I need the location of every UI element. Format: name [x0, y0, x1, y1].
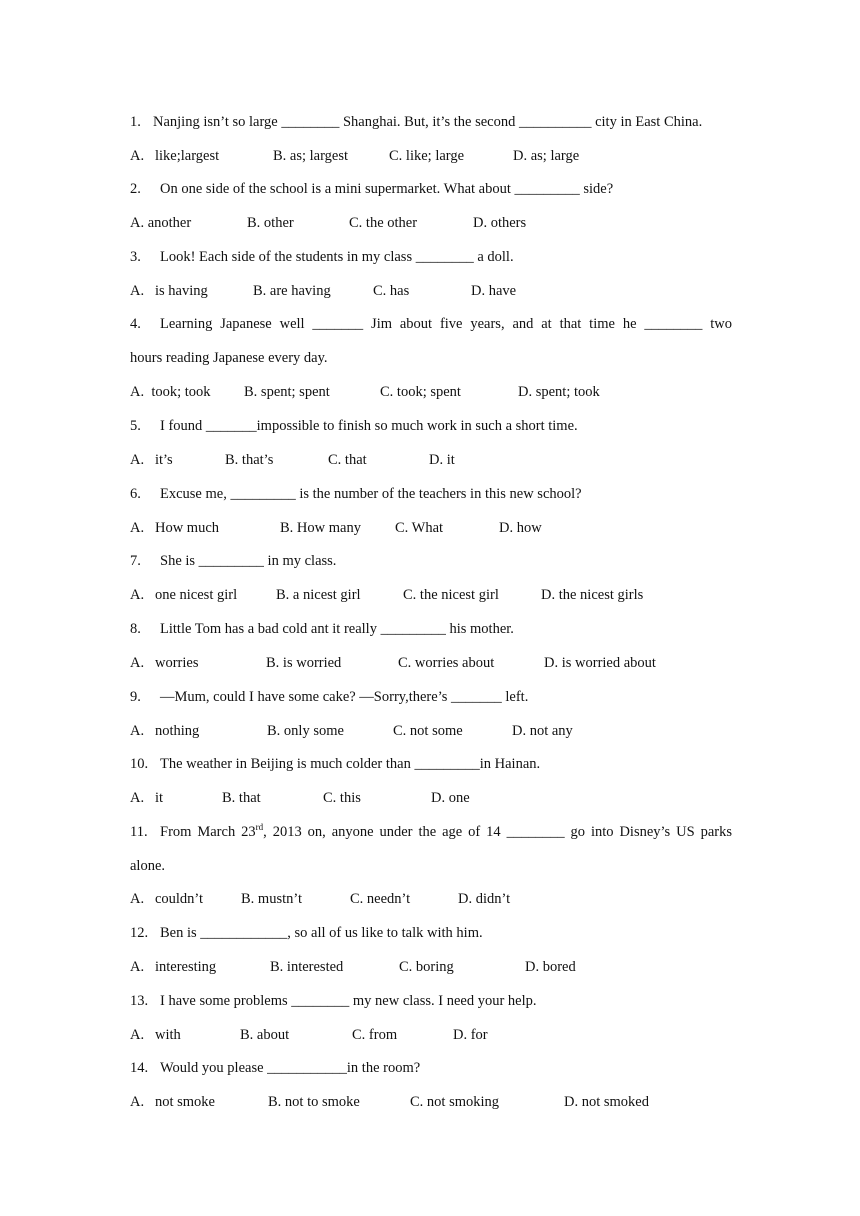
option-a: A. nothing	[130, 723, 200, 739]
option-d: D. is worried about	[544, 655, 656, 671]
option-b: B. only some	[267, 723, 344, 739]
option-d: D. one	[431, 790, 470, 806]
option-a: A. one nicest girl	[130, 587, 238, 603]
option-d: D. not smoked	[564, 1094, 649, 1110]
option-a: A. like;largest	[130, 148, 220, 164]
option-a: A. it’s	[130, 452, 173, 468]
question-stem: Little Tom has a bad cold ant it really _________ his mother.	[160, 621, 514, 637]
option-d: D. as; large	[513, 148, 580, 164]
question-11-continued	[130, 857, 732, 875]
option-a: A. with	[130, 1027, 181, 1043]
option-d: D. for	[453, 1027, 488, 1043]
option-d: D. bored	[525, 959, 576, 975]
question-number: 2.	[130, 181, 141, 197]
option-a: A. interesting	[130, 959, 217, 975]
option-c: C. the other	[349, 215, 418, 231]
question-12	[130, 924, 732, 942]
question-stem: Learning Japanese well _______ Jim about five years, and at that time he ________ two	[160, 316, 732, 332]
question-number: 6.	[130, 486, 141, 502]
question-2	[130, 180, 732, 198]
option-c: C. has	[373, 283, 410, 299]
question-6	[130, 485, 732, 503]
option-a: A. couldn’t	[130, 891, 204, 907]
option-b: B. a nicest girl	[276, 587, 361, 603]
option-b: B. interested	[270, 959, 344, 975]
question-11	[130, 823, 732, 841]
option-b: B. are having	[253, 283, 331, 299]
question-number: 7.	[130, 553, 141, 569]
question-stem: Ben is ____________, so all of us like to talk with him.	[160, 925, 483, 941]
option-c: C. took; spent	[380, 384, 461, 400]
option-a: A. worries	[130, 655, 199, 671]
question-5	[130, 417, 732, 435]
option-d: D. the nicest girls	[541, 587, 644, 603]
question-3	[130, 248, 732, 266]
option-c: C. needn’t	[350, 891, 411, 907]
option-a: A. it	[130, 790, 164, 806]
option-a: A. is having	[130, 283, 208, 299]
option-a: A. took; took	[130, 384, 211, 400]
question-10	[130, 755, 732, 773]
question-number: 14.	[130, 1060, 149, 1076]
option-b: B. not to smoke	[268, 1094, 360, 1110]
option-c: C. this	[323, 790, 361, 806]
question-stem: —Mum, could I have some cake? —Sorry,there’s _______ left.	[160, 689, 529, 705]
question-stem-continued: alone.	[130, 858, 166, 874]
question-number: 12.	[130, 925, 149, 941]
question-number: 3.	[130, 249, 141, 265]
option-c: C. from	[352, 1027, 398, 1043]
question-number: 13.	[130, 993, 149, 1009]
question-4-continued	[130, 349, 732, 367]
option-d: D. others	[473, 215, 527, 231]
question-1	[130, 113, 732, 131]
option-d: D. spent; took	[518, 384, 600, 400]
question-stem: I have some problems ________ my new class. I need your help.	[160, 993, 537, 1009]
question-number: 9.	[130, 689, 141, 705]
option-c: C. the nicest girl	[403, 587, 499, 603]
question-7	[130, 552, 732, 570]
option-a: A. another	[130, 215, 192, 231]
question-number: 11.	[130, 824, 148, 840]
question-number: 10.	[130, 756, 149, 772]
question-number: 1.	[130, 114, 141, 130]
question-stem: Nanjing isn’t so large ________ Shanghai. But, it’s the second __________ city in East China.	[153, 114, 703, 130]
option-c: C. boring	[399, 959, 454, 975]
option-c: C. like; large	[389, 148, 465, 164]
option-a: A. not smoke	[130, 1094, 215, 1110]
question-13	[130, 992, 732, 1010]
option-b: B. other	[247, 215, 294, 231]
option-c: C. that	[328, 452, 367, 468]
option-b: B. mustn’t	[241, 891, 302, 907]
option-d: D. it	[429, 452, 455, 468]
question-number: 5.	[130, 418, 141, 434]
option-b: B. is worried	[266, 655, 342, 671]
question-stem: I found _______impossible to finish so much work in such a short time.	[160, 418, 578, 434]
question-stem: She is _________ in my class.	[160, 553, 337, 569]
option-b: B. How many	[280, 520, 361, 536]
question-9	[130, 688, 732, 706]
question-8	[130, 620, 732, 638]
question-stem: Excuse me, _________ is the number of the teachers in this new school?	[160, 486, 582, 502]
question-stem-continued: hours reading Japanese every day.	[130, 350, 328, 366]
option-b: B. spent; spent	[244, 384, 330, 400]
question-number: 4.	[130, 316, 141, 332]
option-c: C. worries about	[398, 655, 495, 671]
option-b: B. about	[240, 1027, 290, 1043]
option-d: D. didn’t	[458, 891, 511, 907]
question-stem: From March 23rd, 2013 on, anyone under the age of 14 ________ go into Disney’s US parks	[160, 822, 732, 840]
question-stem: Look! Each side of the students in my class ________ a doll.	[160, 249, 514, 265]
option-c: C. not some	[393, 723, 463, 739]
question-4	[130, 315, 732, 333]
option-b: B. that	[222, 790, 261, 806]
option-b: B. that’s	[225, 452, 274, 468]
option-d: D. how	[499, 520, 542, 536]
option-d: D. have	[471, 283, 517, 299]
option-d: D. not any	[512, 723, 573, 739]
question-number: 8.	[130, 621, 141, 637]
ordinal-suffix: rd	[255, 822, 264, 833]
option-b: B. as; largest	[273, 148, 349, 164]
question-stem: On one side of the school is a mini supermarket. What about _________ side?	[160, 181, 614, 197]
question-stem: Would you please ___________in the room?	[160, 1060, 421, 1076]
option-c: C. not smoking	[410, 1094, 500, 1110]
question-14	[130, 1059, 732, 1077]
option-c: C. What	[395, 520, 444, 536]
question-stem: The weather in Beijing is much colder than _________in Hainan.	[160, 756, 541, 772]
option-a: A. How much	[130, 520, 220, 536]
